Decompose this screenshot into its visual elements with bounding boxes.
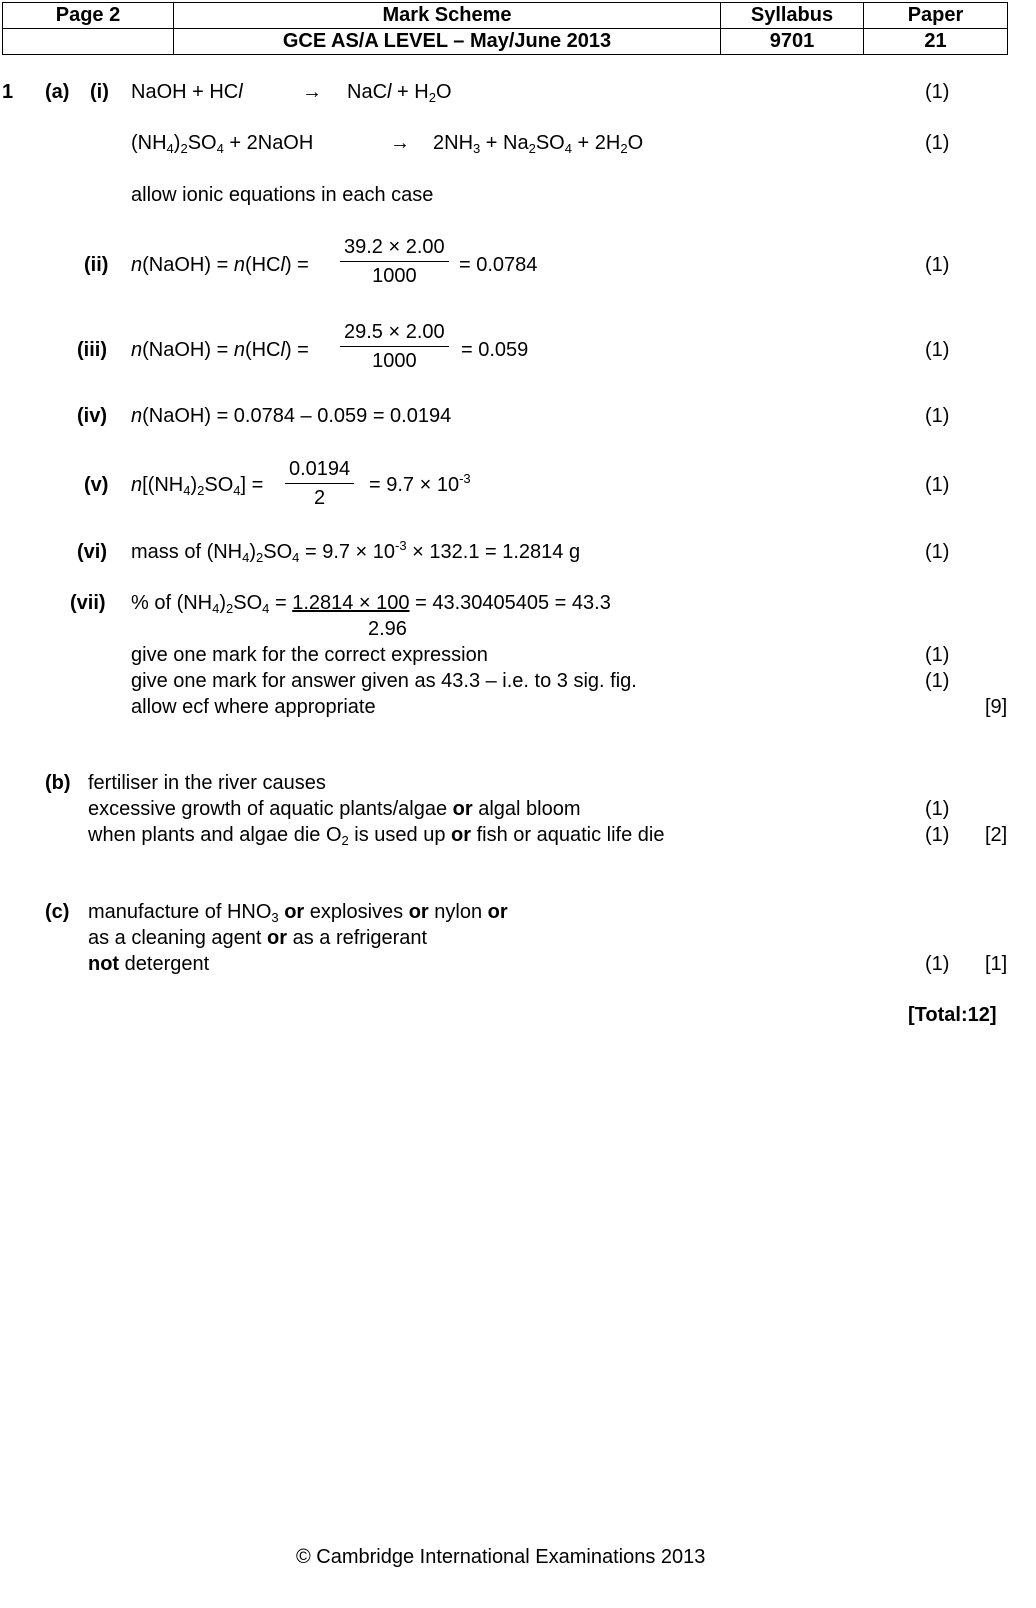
eq2-arrow: → (390, 132, 410, 154)
vii-expression: % of $(NH_4)_2SO_4 = 1.2814 \times 100 = 43.30405405 = 43.3$ (131, 592, 611, 616)
sub-vii-label: (vii) (70, 592, 106, 614)
iii-result: = 0.059 (461, 339, 529, 361)
iii-fraction (340, 318, 449, 375)
mark-vii-2: (1) (925, 670, 950, 692)
header-title: Mark Scheme (174, 3, 721, 29)
eq1-lhs: NaOH + HCl (131, 81, 243, 103)
mark-vii-1: (1) (925, 644, 950, 666)
v-result: = $9.7 \times 10^{-3}$ (369, 471, 471, 496)
ii-fraction (340, 233, 449, 290)
c-line-1: manufacture of $HNO_3$ or explosives or nylon or (88, 901, 508, 925)
eq2-rhs: $2NH_3 + Na_2SO_4 + 2H_2O$ (433, 132, 644, 156)
header-syllabus-label: Syllabus (721, 3, 864, 29)
grand-total: [Total:12] (908, 1004, 997, 1026)
v-denominator: 2 (314, 487, 326, 509)
note-ionic: allow ionic equations in each case (131, 184, 434, 206)
vii-note-1: give one mark for the correct expression (131, 644, 488, 666)
header-paper: 21 (864, 29, 1008, 55)
mark-vi: (1) (925, 541, 950, 563)
sub-vi-label: (vi) (77, 541, 107, 563)
vii-note-3: allow ecf where appropriate (131, 696, 376, 718)
mark-c: (1) (925, 953, 950, 975)
c-line-2: as a cleaning agent or as a refrigerant (88, 927, 428, 949)
part-c-label: (c) (45, 901, 70, 923)
iii-numerator: 29.5 × 2.00 (340, 318, 449, 347)
ii-result: = 0.0784 (459, 254, 538, 276)
total-b: [2] (985, 824, 1008, 846)
header-table (2, 2, 1008, 55)
mark-v: (1) (925, 474, 950, 496)
b-line-2: excessive growth of aquatic plants/algae or algal bloom (88, 798, 581, 820)
v-numerator: 0.0194 (285, 455, 354, 484)
part-b-label: (b) (45, 772, 71, 794)
total-a: [9] (985, 696, 1008, 718)
vi-text: mass of $(NH_4)_2SO_4 = 9.7 \times 10^{-3} \times 132.1 = 1.2814$ g (131, 538, 581, 565)
sub-ii-label: (ii) (84, 254, 109, 276)
eq1-arrow: → (302, 81, 322, 103)
header-syllabus: 9701 (721, 29, 864, 55)
ii-numerator: 39.2 × 2.00 (340, 233, 449, 262)
eq1-rhs: NaCl + $H_2O$ (347, 81, 452, 105)
b-line-3: when plants and algae die $O_2$ is used up or fish or aquatic life die (88, 824, 665, 848)
mark-i-1: (1) (925, 81, 950, 103)
v-lhs: $n[(NH_4)_2SO_4]$ = (131, 474, 264, 498)
vii-denominator: 2.96 (368, 618, 407, 640)
iii-lhs: n(NaOH) = n(HCl) = (131, 339, 309, 361)
sub-iv-label: (iv) (77, 405, 107, 427)
mark-iii: (1) (925, 339, 950, 361)
mark-ii: (1) (925, 254, 950, 276)
header-qualification: GCE AS/A LEVEL – May/June 2013 (174, 29, 721, 55)
sub-iii-label: (iii) (77, 339, 107, 361)
header-paper-label: Paper (864, 3, 1008, 29)
mark-b-1: (1) (925, 798, 950, 820)
part-a-label: (a) (45, 81, 70, 103)
question-number: 1 (2, 81, 14, 103)
eq2-lhs: $(NH_4)_2SO_4$ + 2NaOH (131, 132, 314, 156)
iv-text: n(NaOH) = 0.0784 – 0.059 = 0.0194 (131, 405, 452, 427)
sub-v-label: (v) (84, 474, 109, 496)
header-empty (3, 29, 174, 55)
total-c: [1] (985, 953, 1008, 975)
mark-i-2: (1) (925, 132, 950, 154)
vii-note-2: give one mark for answer given as 43.3 – i.e. to 3 sig. fig. (131, 670, 637, 692)
header-page: Page 2 (3, 3, 174, 29)
b-line-1: fertiliser in the river causes (88, 772, 326, 794)
footer-copyright: © Cambridge International Examinations 2013 (296, 1546, 706, 1568)
iii-denominator: 1000 (372, 350, 417, 372)
mark-iv: (1) (925, 405, 950, 427)
ii-lhs: n(NaOH) = n(HCl) = (131, 254, 309, 276)
mark-b-2: (1) (925, 824, 950, 846)
ii-denominator: 1000 (372, 265, 417, 287)
sub-i-label: (i) (90, 81, 109, 103)
v-fraction (285, 455, 354, 512)
c-line-3: not detergent (88, 953, 210, 975)
